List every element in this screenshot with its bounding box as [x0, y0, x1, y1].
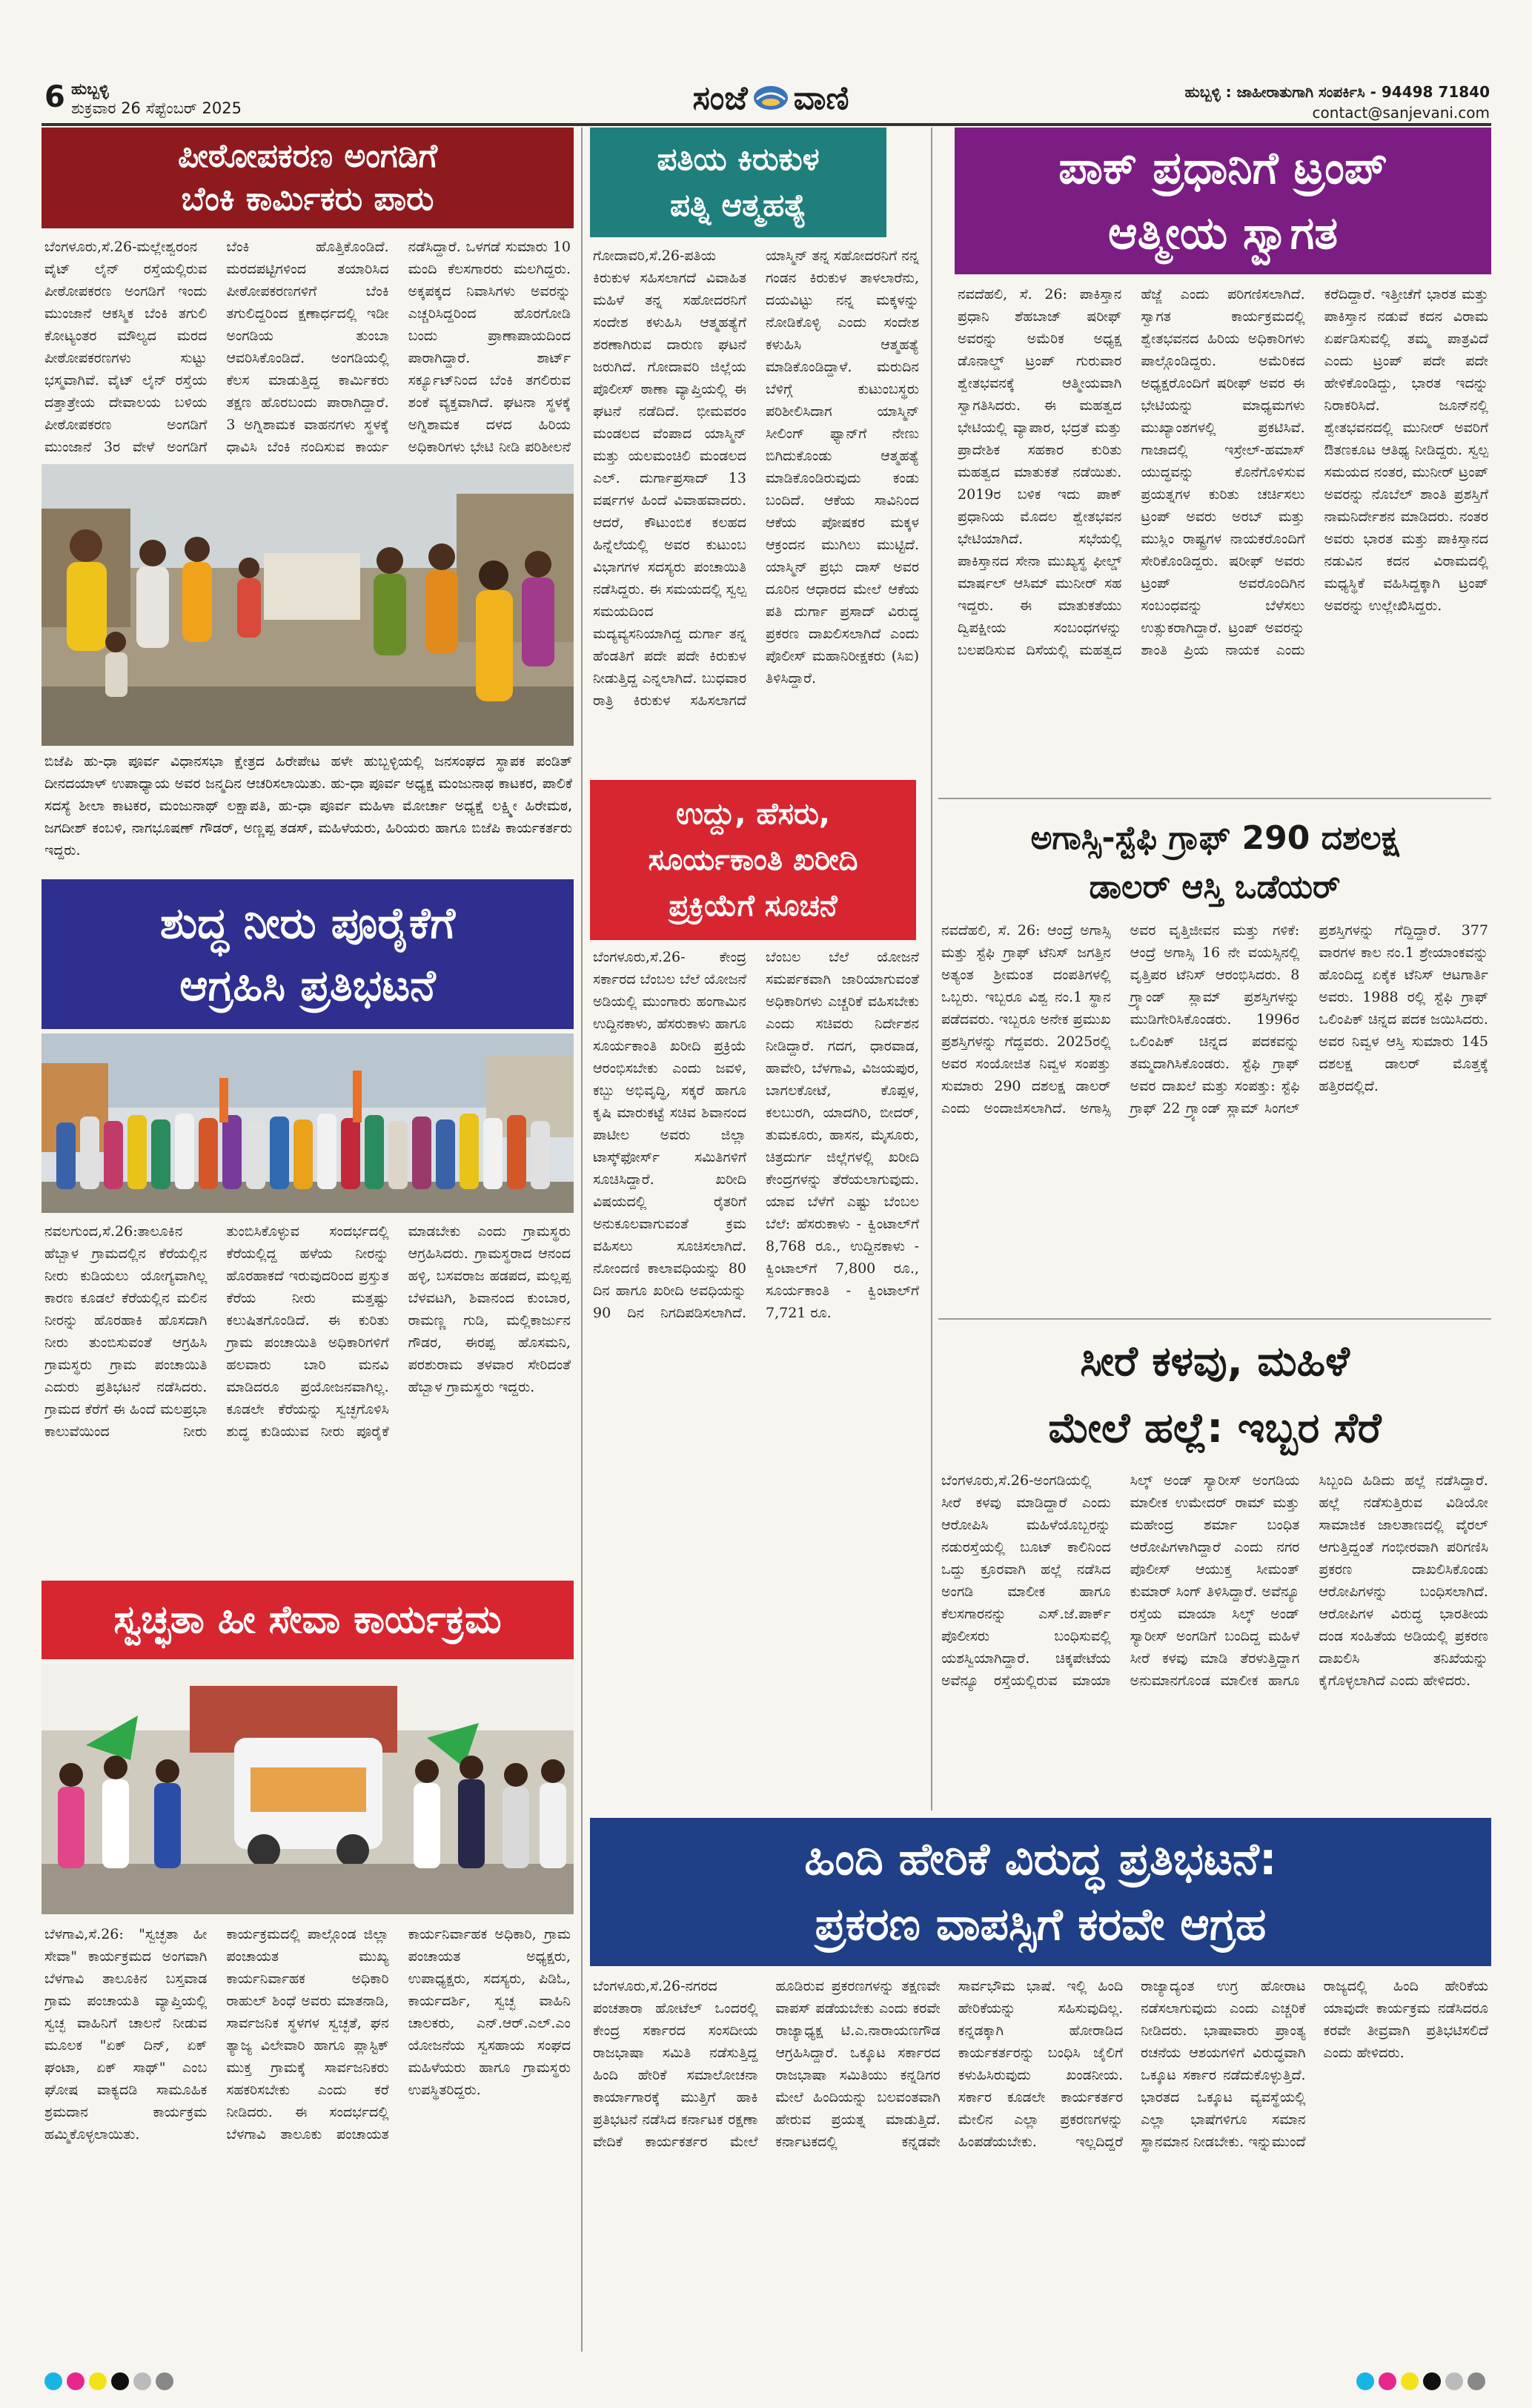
s8-headline: ಸ್ವಚ್ಛತಾ ಹೀ ಸೇವಾ ಕಾರ್ಯಕ್ರಮ	[113, 1597, 502, 1642]
s5-body: ನವದೆಹಲಿ, ಸೆ. 26: ಆಂದ್ರೆ ಅಗಾಸ್ಸಿ ಮತ್ತು ಸ್ಟೆಫಿ ಗ್ರಾಫ್ ಟೆನಿಸ್ ಜಗತ್ತಿನ ಅತ್ಯಂತ ಶ್ರೀಮಂತ ದಂಪತಿಗಳಲ್ಲಿ ಒಬ್ಬರು. ಇಬ್ಬರೂ ವಿಶ್ವ ನಂ.1 ಸ್ಥಾನ ಪಡೆದವರು. ಇಬ್ಬರೂ ಅನೇಕ ಪ್ರಮುಖ ಪ್ರಶಸ್ತಿಗಳನ್ನು ಗೆದ್ದವರು. 2025ರಲ್ಲಿ ಅವರ ಸಂಯೋಜಿತ ನಿವ್ವಳ ಸಂಪತ್ತು ಸುಮಾರು 290 ದಶಲಕ್ಷ ಡಾಲರ್ ಎಂದು ಅಂದಾಜಿಸಲಾಗಿದೆ. ಅಗಾಸ್ಸಿ ಅವರ ವೃತ್ತಿಜೀವನ ಮತ್ತು ಗಳಿಕೆ: ಆಂದ್ರೆ ಅಗಾಸ್ಸಿ 16 ನೇ ವಯಸ್ಸಿನಲ್ಲಿ ವೃತ್ತಿಪರ ಟೆನಿಸ್ ಆರಂಭಿಸಿದರು. 8 ಗ್ರ್ಯಾಂಡ್ ಸ್ಲಾಮ್ ಪ್ರಶಸ್ತಿಗಳನ್ನು ಮುಡಿಗೇರಿಸಿಕೊಂಡರು. 1996ರ ಒಲಿಂಪಿಕ್ ಚಿನ್ನದ ಪದಕವನ್ನು ತಮ್ಮದಾಗಿಸಿಕೊಂಡರು. ಸ್ಟೆಫಿ ಗ್ರಾಫ್ ಅವರ ದಾಖಲೆ ಮತ್ತು ಸಂಪತ್ತು: ಸ್ಟೆಫಿ ಗ್ರಾಫ್ 22 ಗ್ರ್ಯಾಂಡ್ ಸ್ಲಾಮ್ ಸಿಂಗಲ್ ಪ್ರಶಸ್ತಿಗಳನ್ನು ಗೆದ್ದಿದ್ದಾರೆ. 377 ವಾರಗಳ ಕಾಲ ನಂ.1 ಶ್ರೇಯಾಂಕವನ್ನು ಹೊಂದಿದ್ದ ಏಕೈಕ ಟೆನಿಸ್ ಆಟಗಾರ್ತಿ ಅವರು. 1988 ರಲ್ಲಿ ಸ್ಟೆಫಿ ಗ್ರಾಫ್ ಒಲಿಂಪಿಕ್ ಚಿನ್ನದ ಪದಕ ಜಯಿಸಿದರು. ಅವರ ನಿವ್ವಳ ಆಸ್ತಿ ಸುಮಾರು 145 ದಶಲಕ್ಷ ಡಾಲರ್ ಮೊತ್ತಕ್ಕೆ ಹತ್ತಿರದಲ್ಲಿದೆ.	[941, 922, 1488, 1117]
s7-headline	[938, 1329, 1491, 1462]
s4-headline-line1: ಉದ್ದು, ಹೆಸರು,	[676, 797, 830, 831]
page-number: 6	[44, 80, 65, 114]
s2-body: ಗೋದಾವರಿ,ಸೆ.26-ಪತಿಯ ಕಿರುಕುಳ ಸಹಿಸಲಾಗದೆ ವಿವಾಹಿತ ಮಹಿಳೆ ತನ್ನ ಸಹೋದರನಿಗೆ ಸಂದೇಶ ಕಳುಹಿಸಿ ಆತ್ಮಹತ್ಯೆಗೆ ಶರಣಾಗಿರುವ ದಾರುಣ ಘಟನೆ ಜರುಗಿದೆ. ಗೋದಾವರಿ ಜಿಲ್ಲೆಯ ಪೊಲೀಸ್ ಠಾಣಾ ವ್ಯಾಪ್ತಿಯಲ್ಲಿ ಈ ಘಟನೆ ನಡೆದಿದೆ. ಭೀಮವರಂ ಮಂಡಲದ ವೆಂಪಾದ ಯಾಸ್ಮಿನ್ ಮತ್ತು ಯಲಮಂಚಿಲಿ ಮಂಡಲದ ಎಲ್. ದುರ್ಗಾಪ್ರಸಾದ್ 13 ವರ್ಷಗಳ ಹಿಂದೆ ವಿವಾಹವಾದರು. ಆದರೆ, ಕೌಟುಂಬಿಕ ಕಲಹದ ಹಿನ್ನೆಲೆಯಲ್ಲಿ ಅವರ ಕುಟುಂಬ ವಿಭಾಗಗಳ ಸದಸ್ಯರು ಪಂಚಾಯಿತಿ ನಡೆಸಿದ್ದರು. ಈ ಸಮಯದಲ್ಲಿ ಸ್ವಲ್ಪ ಸಮಯದಿಂದ ಮದ್ಯವ್ಯಸನಿಯಾಗಿದ್ದ ದುರ್ಗಾ ತನ್ನ ಹೆಂಡತಿಗೆ ಪದೇ ಪದೇ ಕಿರುಕುಳ ನೀಡುತ್ತಿದ್ದ ಎನ್ನಲಾಗಿದೆ. ಬುಧವಾರ ರಾತ್ರಿ ಕಿರುಕುಳ ಸಹಿಸಲಾಗದೆ ಯಾಸ್ಮಿನ್ ತನ್ನ ಸಹೋದರನಿಗೆ ನನ್ನ ಗಂಡನ ಕಿರುಕುಳ ತಾಳಲಾರೆನು, ದಯವಿಟ್ಟು ನನ್ನ ಮಕ್ಕಳನ್ನು ನೋಡಿಕೊಳ್ಳಿ ಎಂದು ಸಂದೇಶ ಕಳುಹಿಸಿ ಆತ್ಮಹತ್ಯೆ ಮಾಡಿಕೊಂಡಿದ್ದಾಳೆ. ಮರುದಿನ ಬೆಳಿಗ್ಗೆ ಕುಟುಂಬಸ್ಥರು ಪರಿಶೀಲಿಸಿದಾಗ ಯಾಸ್ಮಿನ್ ಸೀಲಿಂಗ್ ಫ್ಯಾನ್‌ಗೆ ನೇಣು ಬಿಗಿದುಕೊಂಡು ಆತ್ಮಹತ್ಯೆ ಮಾಡಿಕೊಂಡಿರುವುದು ಕಂಡು ಬಂದಿದೆ. ಆಕೆಯ ಸಾವಿನಿಂದ ಆಕೆಯ ಪೋಷಕರ ಮಕ್ಕಳ ಆಕ್ರಂದನ ಮುಗಿಲು ಮುಟ್ಟಿದೆ. ಯಾಸ್ಮಿನ್ ಪ್ರಭು ದಾಸ್ ಅವರ ದೂರಿನ ಆಧಾರದ ಮೇಲೆ ಆಕೆಯ ಪತಿ ದುರ್ಗಾ ಪ್ರಸಾದ್ ವಿರುದ್ಧ ಪ್ರಕರಣ ದಾಖಲಿಸಲಾಗಿದೆ ಎಂದು ಪೊಲೀಸ್ ಮಹಾನಿರೀಕ್ಷಕರು (ಸಿಐ) ತಿಳಿಸಿದ್ದಾರೆ.	[593, 248, 919, 709]
s6-photo-image	[42, 1033, 574, 1213]
s6-body: ನವಲಗುಂದ,ಸೆ.26:ತಾಲೂಕಿನ ಹೆಬ್ಬಾಳ ಗ್ರಾಮದಲ್ಲಿನ ಕೆರೆಯಲ್ಲಿನ ನೀರು ಕುಡಿಯಲು ಯೋಗ್ಯವಾಗಿಲ್ಲ ಕಾರಣ ಕೂಡಲೆ ಕೆರೆಯಲ್ಲಿನ ಮಲಿನ ನೀರನ್ನು ಹೊರಹಾಕಿ ಹೊಸದಾಗಿ ನೀರು ತುಂಬಿಸುವಂತೆ ಆಗ್ರಹಿಸಿ ಗ್ರಾಮಸ್ಥರು ಗ್ರಾಮ ಪಂಚಾಯಿತಿ ಎದುರು ಪ್ರತಿಭಟನೆ ನಡೆಸಿದರು. ಗ್ರಾಮದ ಕೆರೆಗೆ ಈ ಹಿಂದೆ ಮಲಪ್ರಭಾ ಕಾಲುವೆಯಿಂದ ನೀರು ತುಂಬಿಸಿಕೊಳ್ಳುವ ಸಂದರ್ಭದಲ್ಲಿ ಕೆರೆಯಲ್ಲಿದ್ದ ಹಳೆಯ ನೀರನ್ನು ಹೊರಹಾಕದೆ ಇರುವುದರಿಂದ ಪ್ರಸ್ತುತ ಕೆರೆಯ ನೀರು ಮತ್ತಷ್ಟು ಕಲುಷಿತಗೊಂಡಿದೆ. ಈ ಕುರಿತು ಗ್ರಾಮ ಪಂಚಾಯಿತಿ ಅಧಿಕಾರಿಗಳಿಗೆ ಹಲವಾರು ಬಾರಿ ಮನವಿ ಮಾಡಿದರೂ ಪ್ರಯೋಜನವಾಗಿಲ್ಲ. ಕೂಡಲೇ ಕೆರೆಯನ್ನು ಸ್ವಚ್ಛಗೊಳಿಸಿ ಶುದ್ಧ ಕುಡಿಯುವ ನೀರು ಪೂರೈಕೆ ಮಾಡಬೇಕು ಎಂದು ಗ್ರಾಮಸ್ಥರು ಆಗ್ರಹಿಸಿದರು. ಗ್ರಾಮಸ್ಥರಾದ ಆನಂದ ಹಳ್ಳಿ, ಬಸವರಾಜ ಹಡಪದ, ಮಲ್ಲಪ್ಪ ಬೆಳವಟಗಿ, ಶಿವಾನಂದ ಕುಂಬಾರ, ರಾಮಣ್ಣ ಗುಡಿ, ಮಲ್ಲಿಕಾರ್ಜುನ ಗೌಡರ, ಈರಪ್ಪ ಹೊಸಮನಿ, ಪರಶುರಾಮ ತಳವಾರ ಸೇರಿದಂತೆ ಹೆಬ್ಬಾಳ ಗ್ರಾಮಸ್ಥರು ಇದ್ದರು.	[44, 1223, 571, 1440]
logo-text-right: ವಾಣಿ	[793, 79, 849, 117]
date-label: ಶುಕ್ರವಾರ 26 ಸೆಪ್ಟೆಂಬರ್ 2025	[71, 99, 242, 117]
s3-headline-banner	[955, 128, 1491, 274]
s4-headline-banner	[590, 780, 916, 940]
s4-body: ಬೆಂಗಳೂರು,ಸೆ.26- ಕೇಂದ್ರ ಸರ್ಕಾರದ ಬೆಂಬಲ ಬೆಲೆ ಯೋಜನೆ ಅಡಿಯಲ್ಲಿ ಮುಂಗಾರು ಹಂಗಾಮಿನ ಉದ್ದಿನಕಾಳು, ಹೆಸರುಕಾಳು ಹಾಗೂ ಸೂರ್ಯಕಾಂತಿ ಖರೀದಿ ಪ್ರಕ್ರಿಯೆ ಆರಂಭಿಸಬೇಕು ಎಂದು ಜವಳಿ, ಕಬ್ಬು ಅಭಿವೃದ್ಧಿ, ಸಕ್ಕರೆ ಹಾಗೂ ಕೃಷಿ ಮಾರುಕಟ್ಟೆ ಸಚಿವ ಶಿವಾನಂದ ಪಾಟೀಲ ಅವರು ಜಿಲ್ಲಾ ಟಾಸ್ಕ್‌ಫೋರ್ಸ್ ಸಮಿತಿಗಳಿಗೆ ಸೂಚಿಸಿದ್ದಾರೆ. ಖರೀದಿ ವಿಷಯದಲ್ಲಿ ರೈತರಿಗೆ ಅನುಕೂಲವಾಗುವಂತೆ ಕ್ರಮ ವಹಿಸಲು ಸೂಚಿಸಲಾಗಿದೆ. ನೋಂದಣಿ ಕಾಲಾವಧಿಯನ್ನು 80 ದಿನ ಹಾಗೂ ಖರೀದಿ ಅವಧಿಯನ್ನು 90 ದಿನ ನಿಗದಿಪಡಿಸಲಾಗಿದೆ. ಬೆಂಬಲ ಬೆಲೆ ಯೋಜನೆ ಸಮರ್ಪಕವಾಗಿ ಜಾರಿಯಾಗುವಂತೆ ಅಧಿಕಾರಿಗಳು ಎಚ್ಚರಿಕೆ ವಹಿಸಬೇಕು ಎಂದು ಸಚಿವರು ನಿರ್ದೇಶನ ನೀಡಿದ್ದಾರೆ. ಗದಗ, ಧಾರವಾಡ, ಹಾವೇರಿ, ಬೆಳಗಾವಿ, ವಿಜಯಪುರ, ಬಾಗಲಕೋಟೆ, ಕೊಪ್ಪಳ, ಕಲಬುರಗಿ, ಯಾದಗಿರಿ, ಬೀದರ್, ತುಮಕೂರು, ಹಾಸನ, ಮೈಸೂರು, ಚಿತ್ರದುರ್ಗ ಜಿಲ್ಲೆಗಳಲ್ಲಿ ಖರೀದಿ ಕೇಂದ್ರಗಳನ್ನು ತೆರೆಯಲಾಗುವುದು. ಯಾವ ಬೆಳೆಗೆ ಎಷ್ಟು ಬೆಂಬಲ ಬೆಲೆ: ಹೆಸರುಕಾಳು - ಕ್ವಿಂಟಾಲ್‌ಗೆ 8,768 ರೂ., ಉದ್ದಿನಕಾಳು - ಕ್ವಿಂಟಾಲ್‌ಗೆ 7,800 ರೂ., ಸೂರ್ಯಕಾಂತಿ - ಕ್ವಿಂಟಾಲ್‌ಗೆ 7,721 ರೂ.	[593, 949, 919, 1321]
logo-text-left: ಸಂಜೆ	[692, 79, 748, 117]
s7-headline-line1: ಸೀರೆ ಕಳವು, ಮಹಿಳೆ	[1080, 1337, 1350, 1386]
s3-headline-line2: ಆತ್ಮೀಯ ಸ್ವಾಗತ	[1107, 208, 1339, 259]
s1-photo-image	[42, 464, 574, 746]
s1-photo-caption: ಬಿಜೆಪಿ ಹು-ಧಾ ಪೂರ್ವ ವಿಧಾನಸಭಾ ಕ್ಷೇತ್ರದ ಹಿರೇಪೇಟ ಹಳೇ ಹುಬ್ಬಳ್ಳಿಯಲ್ಲಿ ಜನಸಂಘದ ಸ್ಥಾಪಕ ಪಂಡಿತ್ ದೀನದಯಾಳ್ ಉಪಾಧ್ಯಾಯ ಅವರ ಜನ್ಮದಿನ ಆಚರಿಸಲಾಯಿತು. ಹು-ಧಾ ಪೂರ್ವ ಅಧ್ಯಕ್ಷ ಮಂಜುನಾಥ ಕಾಟಕರ, ಪಾಲಿಕೆ ಸದಸ್ಯೆ ಶೀಲಾ ಕಾಟಕರ, ಮಂಜುನಾಥ್ ಲಕ್ಷಾಪತಿ, ಹು-ಧಾ ಪೂರ್ವ ಮಹಿಳಾ ಮೋರ್ಚಾ ಅಧ್ಯಕ್ಷೆ ಲಕ್ಷ್ಮೀ ಹಿರೇಮಠ, ಜಗದೀಶ್ ಕಂಬಳಿ, ನಾಗಭೂಷಣ್ ಗೌಡರ್, ಅಣ್ಣಪ್ಪ ತಡಸ್, ಮಹಿಳೆಯರು, ಹಿರಿಯರು ಹಾಗೂ ಬಿಜೆಪಿ ಕಾರ್ಯಕರ್ತರು ಇದ್ದರು.	[44, 753, 572, 859]
s1-headline-banner	[42, 128, 574, 228]
s7-body: ಬೆಂಗಳೂರು,ಸೆ.26-ಅಂಗಡಿಯಲ್ಲಿ ಸೀರೆ ಕಳವು ಮಾಡಿದ್ದಾರೆ ಎಂದು ಆರೋಪಿಸಿ ಮಹಿಳೆಯೊಬ್ಬರನ್ನು ನಡುರಸ್ತೆಯಲ್ಲಿ ಬೂಟ್ ಕಾಲಿನಿಂದ ಒದ್ದು ಕ್ರೂರವಾಗಿ ಹಲ್ಲೆ ನಡೆಸಿದ ಅಂಗಡಿ ಮಾಲೀಕ ಹಾಗೂ ಕೆಲಸಗಾರನನ್ನು ಎಸ್.ಜೆ.ಪಾರ್ಕ್ ಪೊಲೀಸರು ಬಂಧಿಸುವಲ್ಲಿ ಯಶಸ್ವಿಯಾಗಿದ್ದಾರೆ. ಚಿಕ್ಕಪೇಟೆಯ ಅವೆನ್ಯೂ ರಸ್ತೆಯಲ್ಲಿರುವ ಮಾಯಾ ಸಿಲ್ಕ್ ಅಂಡ್ ಸ್ಯಾರೀಸ್ ಅಂಗಡಿಯ ಮಾಲೀಕ ಉಮೇದರ್ ರಾಮ್ ಮತ್ತು ಮಹೇಂದ್ರ ಶರ್ಮಾ ಬಂಧಿತ ಆರೋಪಿಗಳಾಗಿದ್ದಾರೆ ಎಂದು ನಗರ ಪೊಲೀಸ್ ಆಯುಕ್ತ ಸೀಮಂತ್ ಕುಮಾರ್ ಸಿಂಗ್ ತಿಳಿಸಿದ್ದಾರೆ. ಅವೆನ್ಯೂ ರಸ್ತೆಯ ಮಾಯಾ ಸಿಲ್ಕ್ ಅಂಡ್ ಸ್ಯಾರೀಸ್ ಅಂಗಡಿಗೆ ಬಂದಿದ್ದ ಮಹಿಳೆ ಸೀರೆ ಕಳವು ಮಾಡಿ ತೆರಳುತ್ತಿದ್ದಾಗ ಅನುಮಾನಗೊಂಡ ಮಾಲೀಕ ಹಾಗೂ ಸಿಬ್ಬಂದಿ ಹಿಡಿದು ಹಲ್ಲೆ ನಡೆಸಿದ್ದಾರೆ. ಹಲ್ಲೆ ನಡೆಸುತ್ತಿರುವ ವಿಡಿಯೋ ಸಾಮಾಜಿಕ ಜಾಲತಾಣದಲ್ಲಿ ವೈರಲ್ ಆಗುತ್ತಿದ್ದಂತೆ ಗಂಭೀರವಾಗಿ ಪರಿಗಣಿಸಿ ಪ್ರಕರಣ ದಾಖಲಿಸಿಕೊಂಡು ಆರೋಪಿಗಳನ್ನು ಬಂಧಿಸಲಾಗಿದೆ. ಆರೋಪಿಗಳ ವಿರುದ್ಧ ಭಾರತೀಯ ದಂಡ ಸಂಹಿತೆಯ ಅಡಿಯಲ್ಲಿ ಪ್ರಕರಣ ದಾಖಲಿಸಿ ತನಿಖೆಯನ್ನು ಕೈಗೊಳ್ಳಲಾಗಿದೆ ಎಂದು ಹೇಳಿದರು.	[941, 1472, 1488, 1689]
masthead	[0, 0, 1532, 126]
s1-photo	[42, 464, 574, 746]
s9-body: ಬೆಂಗಳೂರು,ಸೆ.26-ನಗರದ ಪಂಚತಾರಾ ಹೋಟೆಲ್ ಒಂದರಲ್ಲಿ ಕೇಂದ್ರ ಸರ್ಕಾರದ ಸಂಸದೀಯ ರಾಜಭಾಷಾ ಸಮಿತಿ ನಡೆಸುತ್ತಿದ್ದ ಹಿಂದಿ ಹೇರಿಕೆ ಸಮಾಲೋಚನಾ ಕಾರ್ಯಾಗಾರಕ್ಕೆ ಮುತ್ತಿಗೆ ಹಾಕಿ ಪ್ರತಿಭಟನೆ ನಡೆಸಿದ ಕರ್ನಾಟಕ ರಕ್ಷಣಾ ವೇದಿಕೆ ಕಾರ್ಯಕರ್ತರ ಮೇಲೆ ಹೂಡಿರುವ ಪ್ರಕರಣಗಳನ್ನು ತಕ್ಷಣವೇ ವಾಪಸ್ ಪಡೆಯಬೇಕು ಎಂದು ಕರವೇ ರಾಜ್ಯಾಧ್ಯಕ್ಷ ಟಿ.ಎ.ನಾರಾಯಣಗೌಡ ಆಗ್ರಹಿಸಿದ್ದಾರೆ. ಒಕ್ಕೂಟ ಸರ್ಕಾರದ ರಾಜಭಾಷಾ ಸಮಿತಿಯು ಕನ್ನಡಿಗರ ಮೇಲೆ ಹಿಂದಿಯನ್ನು ಬಲವಂತವಾಗಿ ಹೇರುವ ಪ್ರಯತ್ನ ಮಾಡುತ್ತಿದೆ. ಕರ್ನಾಟಕದಲ್ಲಿ ಕನ್ನಡವೇ ಸಾರ್ವಭೌಮ ಭಾಷೆ. ಇಲ್ಲಿ ಹಿಂದಿ ಹೇರಿಕೆಯನ್ನು ಸಹಿಸುವುದಿಲ್ಲ. ಕನ್ನಡಕ್ಕಾಗಿ ಹೋರಾಡಿದ ಕಾರ್ಯಕರ್ತರನ್ನು ಬಂಧಿಸಿ ಜೈಲಿಗೆ ಕಳುಹಿಸಿರುವುದು ಖಂಡನೀಯ. ಸರ್ಕಾರ ಕೂಡಲೇ ಕಾರ್ಯಕರ್ತರ ಮೇಲಿನ ಎಲ್ಲಾ ಪ್ರಕರಣಗಳನ್ನು ಹಿಂಪಡೆಯಬೇಕು. ಇಲ್ಲದಿದ್ದರೆ ರಾಜ್ಯಾದ್ಯಂತ ಉಗ್ರ ಹೋರಾಟ ನಡೆಸಲಾಗುವುದು ಎಂದು ಎಚ್ಚರಿಕೆ ನೀಡಿದರು. ಭಾಷಾವಾರು ಪ್ರಾಂತ್ಯ ರಚನೆಯ ಆಶಯಗಳಿಗೆ ವಿರುದ್ಧವಾಗಿ ಒಕ್ಕೂಟ ಸರ್ಕಾರ ನಡೆದುಕೊಳ್ಳುತ್ತಿದೆ. ಭಾರತದ ಒಕ್ಕೂಟ ವ್ಯವಸ್ಥೆಯಲ್ಲಿ ಎಲ್ಲಾ ಭಾಷೆಗಳಿಗೂ ಸಮಾನ ಸ್ಥಾನಮಾನ ನೀಡಬೇಕು. ಇನ್ನುಮುಂದೆ ರಾಜ್ಯದಲ್ಲಿ ಹಿಂದಿ ಹೇರಿಕೆಯ ಯಾವುದೇ ಕಾರ್ಯಕ್ರಮ ನಡೆಸಿದರೂ ಕರವೇ ತೀವ್ರವಾಗಿ ಪ್ರತಿಭಟಿಸಲಿದೆ ಎಂದು ಹೇಳಿದರು.	[593, 1978, 1488, 2150]
story-divider-2	[938, 1318, 1491, 1320]
ad-contact-line: ಹುಬ್ಬಳ್ಳಿ : ಜಾಹೀರಾತುಗಾಗಿ ಸಂಪರ್ಕಿಸಿ - 94498 71840	[1184, 83, 1490, 101]
s6-headline-line2: ಆಗ್ರಹಿಸಿ ಪ್ರತಿಭಟನೆ	[179, 960, 436, 1010]
city-label: ಹುಬ್ಬಳ್ಳಿ	[71, 80, 109, 98]
s2-headline-banner	[590, 128, 886, 237]
s8-photo	[42, 1664, 574, 1914]
s8-headline-banner	[42, 1581, 574, 1659]
registration-marks-right	[1356, 2372, 1505, 2395]
s9-headline-line2: ಪ್ರಕರಣ ವಾಪಸ್ಸಿಗೆ ಕರವೇ ಆಗ್ರಹ	[815, 1899, 1267, 1951]
s5-headline-line1: ಅಗಾಸ್ಸಿ-ಸ್ಟೆಫಿ ಗ್ರಾಫ್ 290 ದಶಲಕ್ಷ	[1030, 819, 1399, 857]
s9-headline-banner	[590, 1818, 1491, 1966]
contact-email: contact@sanjevani.com	[1312, 104, 1490, 122]
s3-body: ನವದೆಹಲಿ, ಸೆ. 26: ಪಾಕಿಸ್ತಾನ ಪ್ರಧಾನಿ ಶೆಹಬಾಜ್ ಷರೀಫ್ ಅವರನ್ನು ಅಮೆರಿಕ ಅಧ್ಯಕ್ಷ ಡೊನಾಲ್ಡ್ ಟ್ರಂಪ್ ಗುರುವಾರ ಶ್ವೇತಭವನಕ್ಕೆ ಆತ್ಮೀಯವಾಗಿ ಸ್ವಾಗತಿಸಿದರು. ಈ ಮಹತ್ವದ ಭೇಟಿಯಲ್ಲಿ ವ್ಯಾಪಾರ, ಭದ್ರತೆ ಮತ್ತು ಪ್ರಾದೇಶಿಕ ಸಹಕಾರ ಕುರಿತು ಮಹತ್ವದ ಮಾತುಕತೆ ನಡೆಯಿತು. 2019ರ ಬಳಿಕ ಇದು ಪಾಕ್ ಪ್ರಧಾನಿಯ ಮೊದಲ ಶ್ವೇತಭವನ ಭೇಟಿಯಾಗಿದೆ. ಸಭೆಯಲ್ಲಿ ಪಾಕಿಸ್ತಾನದ ಸೇನಾ ಮುಖ್ಯಸ್ಥ ಫೀಲ್ಡ್ ಮಾರ್ಷಲ್ ಆಸಿಮ್ ಮುನೀರ್ ಸಹ ಇದ್ದರು. ಈ ಮಾತುಕತೆಯು ದ್ವಿಪಕ್ಷೀಯ ಸಂಬಂಧಗಳನ್ನು ಬಲಪಡಿಸುವ ದಿಸೆಯಲ್ಲಿ ಮಹತ್ವದ ಹೆಜ್ಜೆ ಎಂದು ಪರಿಗಣಿಸಲಾಗಿದೆ. ಸ್ವಾಗತ ಕಾರ್ಯಕ್ರಮದಲ್ಲಿ ಶ್ವೇತಭವನದ ಹಿರಿಯ ಅಧಿಕಾರಿಗಳು ಪಾಲ್ಗೊಂಡಿದ್ದರು. ಅಮೆರಿಕದ ಅಧ್ಯಕ್ಷರೊಂದಿಗೆ ಷರೀಫ್ ಅವರ ಈ ಭೇಟಿಯನ್ನು ಮಾಧ್ಯಮಗಳು ಮುಖ್ಯಾಂಶಗಳಲ್ಲಿ ಪ್ರಕಟಿಸಿವೆ. ಗಾಜಾದಲ್ಲಿ ಇಸ್ರೇಲ್-ಹಮಾಸ್ ಯುದ್ಧವನ್ನು ಕೊನೆಗೊಳಿಸುವ ಪ್ರಯತ್ನಗಳ ಕುರಿತು ಚರ್ಚಿಸಲು ಟ್ರಂಪ್ ಅವರು ಅರಬ್ ಮತ್ತು ಮುಸ್ಲಿಂ ರಾಷ್ಟ್ರಗಳ ನಾಯಕರೊಂದಿಗೆ ಸೇರಿಕೊಂಡಿದ್ದರು. ಷರೀಫ್ ಅವರು ಟ್ರಂಪ್ ಅವರೊಂದಿಗಿನ ಸಂಬಂಧವನ್ನು ಬೆಳೆಸಲು ಉತ್ಸುಕರಾಗಿದ್ದಾರೆ. ಟ್ರಂಪ್ ಅವರನ್ನು ಶಾಂತಿ ಪ್ರಿಯ ನಾಯಕ ಎಂದು ಕರೆದಿದ್ದಾರೆ. ಇತ್ತೀಚೆಗೆ ಭಾರತ ಮತ್ತು ಪಾಕಿಸ್ತಾನ ನಡುವೆ ಕದನ ವಿರಾಮ ಏರ್ಪಡಿಸುವಲ್ಲಿ ತಮ್ಮ ಪಾತ್ರವಿದೆ ಎಂದು ಟ್ರಂಪ್ ಪದೇ ಪದೇ ಹೇಳಿಕೊಂಡಿದ್ದು, ಭಾರತ ಇದನ್ನು ನಿರಾಕರಿಸಿದೆ. ಜೂನ್‌ನಲ್ಲಿ ಶ್ವೇತಭವನದಲ್ಲಿ ಮುನೀರ್ ಅವರಿಗೆ ಔತಣಕೂಟ ಆತಿಥ್ಯ ನೀಡಿದ್ದರು. ಸ್ವಲ್ಪ ಸಮಯದ ನಂತರ, ಮುನೀರ್ ಟ್ರಂಪ್ ಅವರನ್ನು ನೊಬೆಲ್ ಶಾಂತಿ ಪ್ರಶಸ್ತಿಗೆ ನಾಮನಿರ್ದೇಶನ ಮಾಡಿದರು. ನಂತರ ಅವರು ಭಾರತ ಮತ್ತು ಪಾಕಿಸ್ತಾನದ ನಡುವಿನ ಕದನ ವಿರಾಮದಲ್ಲಿ ಮಧ್ಯಸ್ಥಿಕೆ ವಹಿಸಿದ್ದಕ್ಕಾಗಿ ಟ್ರಂಪ್ ಅವರನ್ನು ಉಲ್ಲೇಖಿಸಿದ್ದರು.	[958, 286, 1488, 658]
s6-headline-line1: ಶುದ್ಧ ನೀರು ಪೂರೈಕೆಗೆ	[159, 898, 456, 948]
column-rule-2	[931, 128, 932, 1810]
s6-photo	[42, 1033, 574, 1213]
s1-headline-line1: ಪೀಠೋಪಕರಣ ಅಂಗಡಿಗೆ	[177, 137, 438, 175]
s7-headline-line2: ಮೇಲೆ ಹಲ್ಲೆ: ಇಬ್ಬರ ಸೆರೆ	[1048, 1404, 1382, 1452]
s1-body: ಬೆಂಗಳೂರು,ಸೆ.26-ಮಲ್ಲೇಶ್ವರಂನ ವೈಟ್ ಲೈನ್ ರಸ್ತೆಯಲ್ಲಿರುವ ಪೀಠೋಪಕರಣ ಅಂಗಡಿಗೆ ಇಂದು ಮುಂಜಾನೆ ಆಕಸ್ಮಿಕ ಬೆಂಕಿ ತಗುಲಿ ಕೋಟ್ಯಂತರ ಮೌಲ್ಯದ ಮರದ ಪೀಠೋಪಕರಣಗಳು ಸುಟ್ಟು ಭಸ್ಮವಾಗಿವೆ. ವೈಟ್ ಲೈನ್ ರಸ್ತೆಯ ದತ್ತಾತ್ರೇಯ ದೇವಾಲಯ ಬಳಿಯ ಪೀಠೋಪಕರಣ ಅಂಗಡಿಗೆ ಮುಂಜಾನೆ 3ರ ವೇಳೆ ಅಂಗಡಿಗೆ ಬೆಂಕಿ ಹೊತ್ತಿಕೊಂಡಿದೆ. ಮರದಪಟ್ಟಿಗಳಿಂದ ತಯಾರಿಸಿದ ಪೀಠೋಪಕರಣಗಳಿಗೆ ಬೆಂಕಿ ತಗುಲಿದ್ದರಿಂದ ಕ್ಷಣಾರ್ಧದಲ್ಲಿ ಇಡೀ ಅಂಗಡಿಯ ತುಂಬಾ ಆವರಿಸಿಕೊಂಡಿದೆ. ಅಂಗಡಿಯಲ್ಲಿ ಕೆಲಸ ಮಾಡುತ್ತಿದ್ದ ಕಾರ್ಮಿಕರು ತಕ್ಷಣ ಹೊರಬಂದು ಪಾರಾಗಿದ್ದಾರೆ. 3 ಅಗ್ನಿಶಾಮಕ ವಾಹನಗಳು ಸ್ಥಳಕ್ಕೆ ಧಾವಿಸಿ ಬೆಂಕಿ ನಂದಿಸುವ ಕಾರ್ಯ ನಡೆಸಿದ್ದಾರೆ. ಒಳಗಡೆ ಸುಮಾರು 10 ಮಂದಿ ಕೆಲಸಗಾರರು ಮಲಗಿದ್ದರು. ಅಕ್ಕಪಕ್ಕದ ನಿವಾಸಿಗಳು ಅವರನ್ನು ಎಚ್ಚರಿಸಿದ್ದರಿಂದ ಹೊರಗೋಡಿ ಬಂದು ಪ್ರಾಣಾಪಾಯದಿಂದ ಪಾರಾಗಿದ್ದಾರೆ. ಶಾರ್ಟ್ ಸರ್ಕ್ಯೂಟ್‌ನಿಂದ ಬೆಂಕಿ ತಗಲಿರುವ ಶಂಕೆ ವ್ಯಕ್ತವಾಗಿದೆ. ಘಟನಾ ಸ್ಥಳಕ್ಕೆ ಅಗ್ನಿಶಾಮಕ ದಳದ ಹಿರಿಯ ಅಧಿಕಾರಿಗಳು ಭೇಟಿ ನೀಡಿ ಪರಿಶೀಲನೆ	[44, 239, 571, 455]
s5-headline	[938, 814, 1491, 912]
newspaper-logo	[623, 77, 919, 119]
s6-headline-banner	[42, 879, 574, 1029]
s2-headline-line2: ಪತ್ನಿ ಆತ್ಮಹತ್ಯೆ	[669, 187, 806, 223]
registration-marks-left	[44, 2372, 193, 2395]
s3-headline-line1: ಪಾಕ್ ಪ್ರಧಾನಿಗೆ ಟ್ರಂಪ್	[1058, 142, 1387, 194]
s8-body: ಬೆಳಗಾವಿ,ಸೆ.26: "ಸ್ವಚ್ಛತಾ ಹೀ ಸೇವಾ" ಕಾರ್ಯಕ್ರಮದ ಅಂಗವಾಗಿ ಬೆಳಗಾವಿ ತಾಲೂಕಿನ ಬಸ್ತವಾಡ ಗ್ರಾಮ ಪಂಚಾಯತಿ ವ್ಯಾಪ್ತಿಯಲ್ಲಿ ಸ್ವಚ್ಛ ವಾಹಿನಿಗೆ ಚಾಲನೆ ನೀಡುವ ಮೂಲಕ "ಏಕ್ ದಿನ್, ಏಕ್ ಘಂಟಾ, ಏಕ್ ಸಾಥ್" ಎಂಬ ಘೋಷ ವಾಕ್ಯದಡಿ ಸಾಮೂಹಿಕ ಶ್ರಮದಾನ ಕಾರ್ಯಕ್ರಮ ಹಮ್ಮಿಕೊಳ್ಳಲಾಯಿತು. ಕಾರ್ಯಕ್ರಮದಲ್ಲಿ ಪಾಲ್ಗೊಂಡ ಜಿಲ್ಲಾ ಪಂಚಾಯತ ಮುಖ್ಯ ಕಾರ್ಯನಿರ್ವಾಹಕ ಅಧಿಕಾರಿ ರಾಹುಲ್ ಶಿಂಧೆ ಅವರು ಮಾತನಾಡಿ, ಸಾರ್ವಜನಿಕ ಸ್ಥಳಗಳ ಸ್ವಚ್ಛತೆ, ಘನ ತ್ಯಾಜ್ಯ ವಿಲೇವಾರಿ ಹಾಗೂ ಪ್ಲಾಸ್ಟಿಕ್ ಮುಕ್ತ ಗ್ರಾಮಕ್ಕೆ ಸಾರ್ವಜನಿಕರು ಸಹಕರಿಸಬೇಕು ಎಂದು ಕರೆ ನೀಡಿದರು. ಈ ಸಂದರ್ಭದಲ್ಲಿ ಬೆಳಗಾವಿ ತಾಲೂಕು ಪಂಚಾಯತ ಕಾರ್ಯನಿರ್ವಾಹಕ ಅಧಿಕಾರಿ, ಗ್ರಾಮ ಪಂಚಾಯತ ಅಧ್ಯಕ್ಷರು, ಉಪಾಧ್ಯಕ್ಷರು, ಸದಸ್ಯರು, ಪಿಡಿಓ, ಕಾರ್ಯದರ್ಶಿ, ಸ್ವಚ್ಛ ವಾಹಿನಿ ಚಾಲಕರು, ಎನ್.ಆರ್.ಎಲ್.ಎಂ ಯೋಜನೆಯ ಸ್ವಸಹಾಯ ಸಂಘದ ಮಹಿಳೆಯರು ಹಾಗೂ ಗ್ರಾಮಸ್ಥರು ಉಪಸ್ಥಿತರಿದ್ದರು.	[44, 1926, 571, 2143]
s4-headline-line3: ಪ್ರಕ್ರಿಯೆಗೆ ಸೂಚನೆ	[669, 889, 838, 923]
s1-headline-line2: ಬೆಂಕಿ ಕಾರ್ಮಿಕರು ಪಾರು	[181, 180, 434, 218]
story-divider-1	[938, 798, 1491, 799]
column-rule-1	[581, 128, 583, 2352]
s2-headline-line1: ಪತಿಯ ಕಿರುಕುಳ	[657, 141, 820, 177]
s5-headline-line2: ಡಾಲರ್ ಆಸ್ತಿ ಒಡೆಯರ್	[1089, 868, 1341, 906]
logo-emblem-icon	[752, 83, 789, 113]
masthead-rule	[42, 123, 1491, 126]
s4-headline-line2: ಸೂರ್ಯಕಾಂತಿ ಖರೀದಿ	[648, 843, 858, 877]
s9-headline-line1: ಹಿಂದಿ ಹೇರಿಕೆ ವಿರುದ್ಧ ಪ್ರತಿಭಟನೆ:	[804, 1833, 1277, 1885]
s8-photo-image	[42, 1664, 574, 1914]
